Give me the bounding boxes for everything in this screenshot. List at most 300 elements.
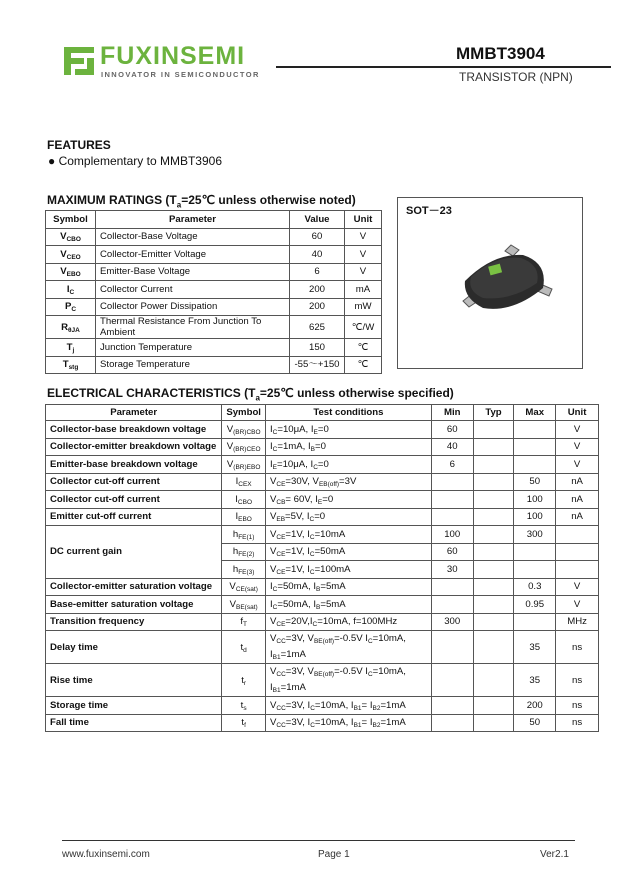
value-cell: 200 [290,281,345,299]
text: t [241,717,245,729]
text: =10mA, I [269,666,406,693]
text: h [232,546,239,558]
min-cell: 60 [431,543,473,561]
subscript: C [272,586,278,594]
subscript: CE(sat) [235,586,258,594]
subscript: EBO [66,271,81,279]
footer-version: Ver2.1 [540,849,569,860]
subscript: C [312,621,318,629]
symbol-cell [222,421,266,439]
text: V [60,248,67,260]
table-row [46,281,382,299]
text: V [226,441,234,453]
subscript: (BR)CEO [233,446,261,454]
table-row [46,526,599,544]
subscript: EB [276,516,286,524]
unit-cell: mW [345,298,382,316]
subscript: j [72,346,75,354]
sot23-package-image [453,243,563,323]
max-cell [514,561,556,579]
table-row [46,421,599,439]
symbol-cell [46,356,96,374]
text: =50mA, I [277,581,317,593]
min-cell [431,491,473,509]
subscript: CEX [238,481,252,489]
text: I [269,441,273,453]
subscript: C [71,306,77,314]
column-header: Test conditions [265,405,431,421]
max-cell [514,613,556,631]
text: =1mA [380,699,406,711]
typ-cell [473,596,514,614]
typ-cell [473,613,514,631]
unit-cell [556,543,599,561]
feature-item: ● Complementary to MMBT3906 [48,154,222,168]
symbol-cell [222,697,266,715]
subscript: (BR)EBO [233,463,261,471]
min-cell [431,473,473,491]
subscript: C [367,638,373,645]
text: V [269,476,277,488]
text: T [62,359,69,371]
text: V [269,633,277,644]
text: =3V, V [285,666,314,677]
column-header: Symbol [222,405,266,421]
subscript: E [272,463,277,471]
text: =5mA [320,598,346,610]
unit-cell: ℃/W [345,316,382,339]
subscript: CC [276,638,286,645]
text: V [60,231,67,243]
parameter-cell: Collector-Emitter Voltage [96,246,290,264]
max-cell: 100 [514,491,556,509]
test-conditions-cell [265,697,431,715]
subscript: FE(3) [238,568,255,576]
max-cell [514,421,556,439]
table-row [46,473,599,491]
text: I [269,598,273,610]
test-conditions-cell [265,714,431,732]
parameter-cell: Fall time [46,714,222,732]
text: =3V, V [285,633,314,644]
part-type: TRANSISTOR (NPN) [459,70,573,84]
max-ratings-heading [47,193,356,210]
subscript: EB(off) [318,481,340,489]
table-row [46,228,382,246]
column-header: Unit [556,405,599,421]
text: V [60,266,67,278]
text: =0 [315,441,326,453]
logo-icon [64,47,94,75]
parameter-cell: Emitter cut-off current [46,508,222,526]
parameter-cell: Collector-emitter breakdown voltage [46,438,222,456]
text: V [229,581,236,593]
value-cell: -55～+150 [290,356,345,374]
parameter-cell: Emitter-Base Voltage [96,263,290,281]
text: =-0.5V I [334,666,368,677]
test-conditions-cell [265,578,431,596]
subscript: B1 [272,654,281,661]
text: =10mA, f=100MHz [317,616,398,628]
subscript: FE(2) [238,551,255,559]
min-cell: 40 [431,438,473,456]
table-row [46,246,382,264]
min-cell [431,714,473,732]
subscript: B1 [272,687,281,694]
footer-page: Page 1 [318,849,350,860]
value-cell: 6 [290,263,345,281]
unit-cell: V [345,246,382,264]
subscript: C [272,603,278,611]
table-row [46,263,382,281]
part-number: MMBT3904 [456,44,545,63]
column-header: Parameter [46,405,222,421]
symbol-cell [46,316,96,339]
text: =5mA [320,581,346,593]
subscript: C [272,446,278,454]
subscript: a [176,200,182,210]
text: I [235,493,238,505]
parameter-cell: Rise time [46,664,222,697]
unit-cell: ns [556,631,599,664]
brand-tagline: INNOVATOR IN SEMICONDUCTOR [101,70,260,79]
typ-cell [473,543,514,561]
unit-cell: V [556,438,599,456]
text: =5V, I [285,511,310,523]
column-header: Max [514,405,556,421]
subscript: FE(1) [238,533,255,541]
parameter-cell: Base-emitter saturation voltage [46,596,222,614]
text: =1V, I [285,528,310,540]
typ-cell [473,664,514,697]
symbol-cell [46,246,96,264]
test-conditions-cell [265,526,431,544]
package-box [397,197,583,369]
parameter-cell: Collector cut-off current [46,491,222,509]
min-cell [431,664,473,697]
max-cell: 50 [514,473,556,491]
table-row [46,438,599,456]
table-row [46,631,599,664]
symbol-cell [46,263,96,281]
typ-cell [473,578,514,596]
text: V [269,493,277,505]
unit-cell: V [556,578,599,596]
max-ratings-table [45,210,382,374]
parameter-cell: Collector Power Dissipation [96,298,290,316]
symbol-cell [46,298,96,316]
unit-cell: ns [556,697,599,715]
text: t [241,674,244,686]
subscript: stg [68,364,79,372]
max-cell: 300 [514,526,556,544]
symbol-cell [222,543,266,561]
electrical-heading [47,386,454,403]
text: =1mA [280,682,306,693]
parameter-cell: Collector-Base Voltage [96,228,290,246]
subscript: CC [276,671,286,678]
header-divider [276,66,611,68]
table-row [46,578,599,596]
test-conditions-cell [265,473,431,491]
subscript: s [243,704,247,712]
symbol-cell [222,491,266,509]
value-cell: 40 [290,246,345,264]
test-conditions-cell [265,631,431,664]
symbol-cell [222,578,266,596]
subscript: C [310,722,315,730]
text: V [269,699,277,711]
unit-cell: V [556,421,599,439]
parameter-cell: Collector cut-off current [46,473,222,491]
max-cell: 0.95 [514,596,556,614]
typ-cell [473,473,514,491]
table-row [46,298,382,316]
package-label: SOT－23 [406,205,452,217]
symbol-cell [222,526,266,544]
typ-cell [473,526,514,544]
text: V [229,598,236,610]
table-row [46,316,382,339]
table-row [46,508,599,526]
text: =0 [317,458,329,470]
text: =25℃ unless otherwise specified) [259,386,454,400]
parameter-cell: Collector-emitter saturation voltage [46,578,222,596]
max-cell [514,543,556,561]
text: =100mA [314,563,351,575]
table-header-row [46,405,599,421]
subscript: B1 [353,722,362,730]
feature-text: Complementary to MMBT3906 [58,154,222,168]
table-row [46,356,382,374]
min-cell [431,697,473,715]
parameter-cell: Storage Temperature [96,356,290,374]
text: P [64,301,72,313]
unit-cell: mA [345,281,382,299]
value-cell: 60 [290,228,345,246]
test-conditions-cell [265,438,431,456]
footer-website[interactable]: www.fuxinsemi.com [62,849,150,860]
min-cell [431,578,473,596]
value-cell: 150 [290,339,345,357]
typ-cell [473,508,514,526]
subscript: d [243,646,247,654]
text: t [240,699,244,711]
symbol-cell [46,281,96,299]
typ-cell [473,697,514,715]
subscript: C [309,568,315,576]
text: =25℃ unless otherwise noted) [181,193,356,207]
text: h [232,563,239,575]
value-cell: 200 [290,298,345,316]
min-cell: 300 [431,613,473,631]
symbol-cell [222,508,266,526]
text: =10mA, I [314,717,354,729]
subscript: CBO [237,498,253,506]
text: V [226,423,234,435]
parameter-cell: Collector Current [96,281,290,299]
text: t [240,641,244,653]
text: =10mA, I [269,633,406,660]
symbol-cell [222,561,266,579]
text: f [240,616,243,628]
subscript: EBO [238,516,252,524]
symbol-cell [222,473,266,491]
column-header: Parameter [96,211,290,229]
unit-cell: V [345,228,382,246]
min-cell: 100 [431,526,473,544]
text: I [269,423,273,435]
text: =0 [317,423,329,435]
text: =10mA, I [314,699,354,711]
parameter-cell: DC current gain [46,526,222,579]
min-cell: 60 [431,421,473,439]
table-row [46,714,599,732]
text: =3V, I [285,699,311,711]
parameter-cell: Collector-base breakdown voltage [46,421,222,439]
text: =1mA [380,717,406,729]
text: =50mA [314,546,346,558]
subscript: C [313,463,318,471]
subscript: C [69,288,75,296]
unit-cell: V [345,263,382,281]
subscript: (BR)CBO [233,428,261,436]
table-row [46,491,599,509]
text: MAXIMUM RATINGS (T [47,193,177,207]
unit-cell: ℃ [345,339,382,357]
unit-cell: ns [556,664,599,697]
table-row [46,664,599,697]
text: =10μA, I [276,458,314,470]
subscript: C [309,551,315,559]
max-cell [514,456,556,474]
column-header: Unit [345,211,382,229]
text: V [269,563,277,575]
text: I [269,458,273,470]
subscript: CE [276,481,286,489]
subscript: BE(off) [313,638,335,645]
subscript: B2 [372,704,381,712]
subscript: a [255,393,260,403]
test-conditions-cell [265,456,431,474]
text: =3V, I [285,717,311,729]
text: =0 [322,493,334,505]
subscript: E [313,428,318,436]
table-header-row [46,211,382,229]
unit-cell: nA [556,473,599,491]
text: I [235,476,239,488]
column-header: Symbol [46,211,96,229]
min-cell [431,508,473,526]
max-cell: 35 [514,664,556,697]
text: =10μA, I [277,423,314,435]
column-header: Value [290,211,345,229]
text: =30V, V [285,476,319,488]
max-cell: 35 [514,631,556,664]
typ-cell [473,456,514,474]
typ-cell [473,561,514,579]
text: = I [361,717,373,729]
text: =1V, I [285,563,310,575]
test-conditions-cell [265,508,431,526]
column-header: Min [431,405,473,421]
subscript: B [316,586,321,594]
min-cell: 30 [431,561,473,579]
text: =3V [339,476,357,488]
text: I [235,511,239,523]
parameter-cell: Emitter-base breakdown voltage [46,456,222,474]
subscript: B [310,446,316,454]
unit-cell: ℃ [345,356,382,374]
value-cell: 625 [290,316,345,339]
subscript: B2 [372,722,381,730]
test-conditions-cell [265,421,431,439]
max-cell: 200 [514,697,556,715]
text: = 60V, I [285,493,318,505]
unit-cell [556,561,599,579]
test-conditions-cell [265,613,431,631]
max-cell [514,438,556,456]
text: = I [361,699,373,711]
subscript: CC [276,722,286,730]
subscript: CB [276,498,286,506]
unit-cell: nA [556,491,599,509]
unit-cell: nA [556,508,599,526]
footer-divider [62,840,575,841]
subscript: BE(off) [313,671,335,678]
symbol-cell [222,596,266,614]
max-cell: 50 [514,714,556,732]
unit-cell: MHz [556,613,599,631]
text: V [269,546,277,558]
unit-cell [556,526,599,544]
typ-cell [473,631,514,664]
subscript: B [316,603,321,611]
text: =0 [314,511,326,523]
max-cell: 100 [514,508,556,526]
typ-cell [473,714,514,732]
text: =50mA, I [277,598,317,610]
symbol-cell [222,438,266,456]
electrical-table [45,404,599,732]
text: h [232,528,239,540]
text: V [269,511,277,523]
table-row [46,339,382,357]
subscript: C [367,671,373,678]
typ-cell [473,421,514,439]
max-cell: 0.3 [514,578,556,596]
text: I [66,283,70,295]
subscript: CE [276,551,286,559]
parameter-cell: Junction Temperature [96,339,290,357]
min-cell [431,596,473,614]
text: =10mA [314,528,346,540]
subscript: T [242,621,247,629]
subscript: C [272,428,278,436]
min-cell: 6 [431,456,473,474]
unit-cell: V [556,456,599,474]
text: I [269,581,273,593]
features-heading: FEATURES [47,138,111,152]
min-cell [431,631,473,664]
subscript: C [309,533,315,541]
table-row [46,613,599,631]
table-row [46,596,599,614]
text: R [61,321,69,333]
text: =1mA [280,649,306,660]
text: V [269,717,277,729]
parameter-cell: Storage time [46,697,222,715]
